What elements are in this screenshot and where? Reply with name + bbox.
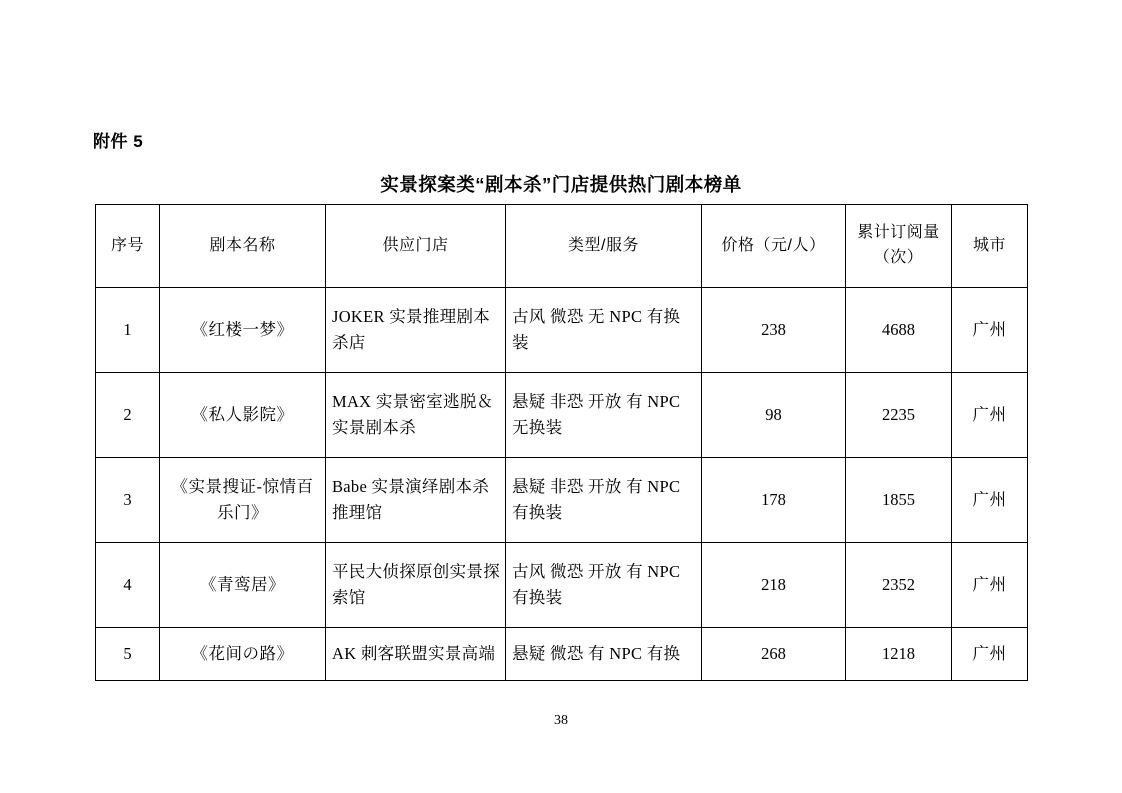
cell-city: 广州 [952, 458, 1028, 543]
table-row [96, 373, 1028, 458]
cell-type-service: 悬疑 非恐 开放 有 NPC 无换装 [506, 373, 702, 458]
table-row [96, 288, 1028, 373]
cell-script-name: 《私人影院》 [160, 373, 326, 458]
cell-index: 4 [96, 543, 160, 628]
cell-price: 238 [702, 288, 846, 373]
cell-subscriptions: 2235 [846, 373, 952, 458]
column-header-type-service: 类型/服务 [506, 205, 702, 288]
table-header-row [96, 205, 1028, 288]
column-header-price: 价格（元/人） [702, 205, 846, 288]
cell-subscriptions: 2352 [846, 543, 952, 628]
cell-index: 3 [96, 458, 160, 543]
page-number: 38 [554, 713, 568, 728]
cell-index: 2 [96, 373, 160, 458]
table-row [96, 458, 1028, 543]
cell-script-name: 《青鸾居》 [160, 543, 326, 628]
cell-price: 98 [702, 373, 846, 458]
cell-shop: MAX 实景密室逃脱＆实景剧本杀 [326, 373, 506, 458]
cell-script-name: 《实景搜证-惊情百乐门》 [160, 458, 326, 543]
cell-city: 广州 [952, 543, 1028, 628]
cell-city: 广州 [952, 628, 1028, 681]
cell-index: 1 [96, 288, 160, 373]
cell-subscriptions: 1218 [846, 628, 952, 681]
table-row [96, 628, 1028, 681]
cell-price: 178 [702, 458, 846, 543]
column-header-index: 序号 [96, 205, 160, 288]
column-header-city: 城市 [952, 205, 1028, 288]
cell-type-service: 悬疑 非恐 开放 有 NPC 有换装 [506, 458, 702, 543]
cell-type-service: 悬疑 微恐 有 NPC 有换 [506, 628, 702, 681]
script-ranking-table [95, 204, 1028, 681]
table-header [96, 205, 1028, 288]
cell-shop: AK 刺客联盟实景高端 [326, 628, 506, 681]
column-header-script-name: 剧本名称 [160, 205, 326, 288]
column-header-shop: 供应门店 [326, 205, 506, 288]
cell-city: 广州 [952, 373, 1028, 458]
cell-subscriptions: 4688 [846, 288, 952, 373]
cell-shop: 平民大侦探原创实景探索馆 [326, 543, 506, 628]
cell-shop: Babe 实景演绎剧本杀推理馆 [326, 458, 506, 543]
cell-type-service: 古风 微恐 开放 有 NPC 有换装 [506, 543, 702, 628]
attachment-label: 附件 5 [93, 132, 144, 151]
cell-price: 268 [702, 628, 846, 681]
cell-script-name: 《花间の路》 [160, 628, 326, 681]
cell-script-name: 《红楼一梦》 [160, 288, 326, 373]
cell-price: 218 [702, 543, 846, 628]
table-row [96, 543, 1028, 628]
page-title: 实景探案类“剧本杀”门店提供热门剧本榜单 [380, 174, 742, 195]
cell-subscriptions: 1855 [846, 458, 952, 543]
cell-index: 5 [96, 628, 160, 681]
cell-type-service: 古风 微恐 无 NPC 有换装 [506, 288, 702, 373]
column-header-subscriptions: 累计订阅量（次） [846, 205, 952, 288]
cell-city: 广州 [952, 288, 1028, 373]
table-body [96, 288, 1028, 681]
cell-shop: JOKER 实景推理剧本杀店 [326, 288, 506, 373]
